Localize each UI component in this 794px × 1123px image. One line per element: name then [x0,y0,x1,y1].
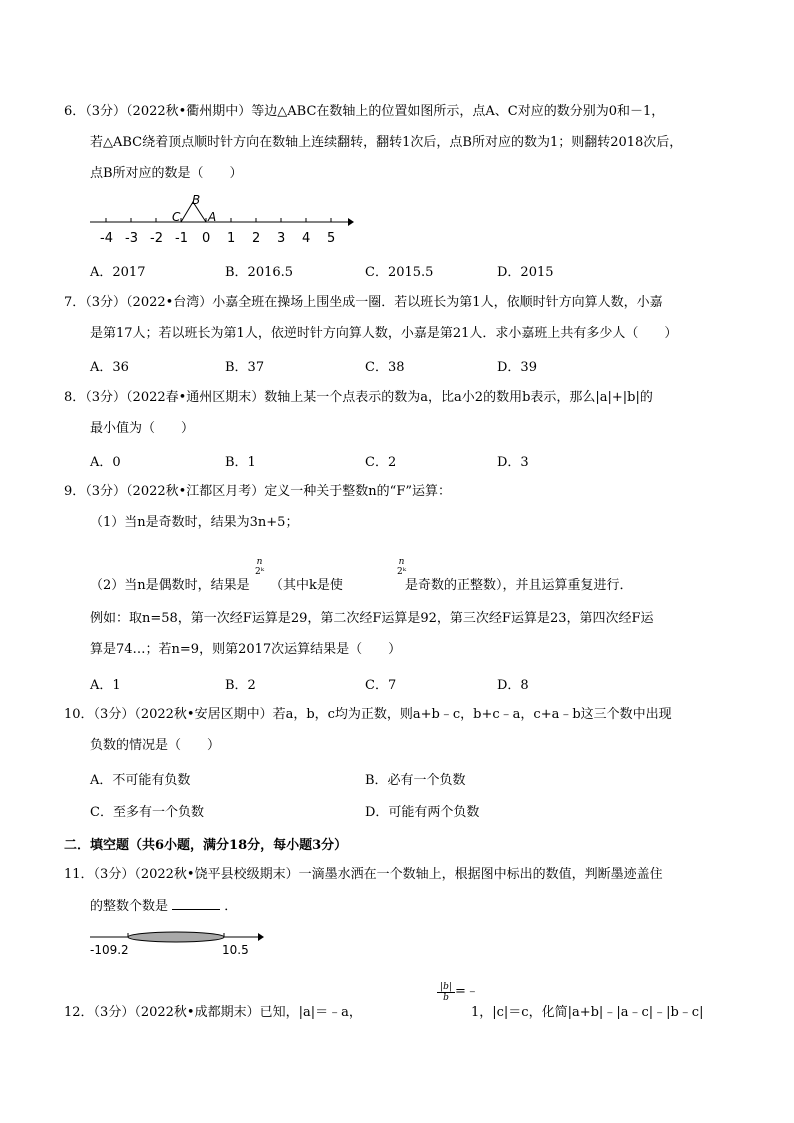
q9-line3c: 是奇数的正整数），并且运算重复进行． [405,578,633,593]
q12-fraction-equals: =﹣ [455,984,479,999]
q10-line2: 负数的情况是（ ） [90,738,221,753]
q9-line1: 9．（3分）（2022秋•江都区月考）定义一种关于整数n的“F”运算： [64,484,451,499]
q9-line3a: （2）当n是偶数时，结果是 [90,578,250,593]
q11-line1: 11．（3分）（2022秋•饶平县校级期末）一滴墨水洒在一个数轴上，根据图中标出的数值，判断墨迹盖住 [64,867,663,882]
q11-line2-end: ． [224,899,238,914]
q6-option-b[interactable]: B．2016.5 [225,265,294,280]
vertex-c-label: C [172,210,181,224]
q6-line2: 若△ABC绕着顶点顺时针方向在数轴上连续翻转，翻转1次后，点B所对应的数为1；则翻转2018次后， [90,135,683,150]
q12-fraction [437,982,455,1003]
q12-text-a: 12．（3分）（2022秋•成都期末）已知，|a|＝﹣a， [64,1005,362,1020]
q6-line1: 6．（3分）（2022秋•衢州期中）等边△ABC在数轴上的位置如图所示，点A、C对应的数分别为0和－1， [64,104,665,119]
q9-line5: 算是74…；若n=9，则第2017次运算结果是（ ） [90,642,402,657]
vertex-b-label: B [192,193,201,207]
fraction-denominator: 2ᵏ [397,567,407,577]
q9-line3b: （其中k是使 [270,578,343,593]
q8-option-c[interactable]: C．2 [365,455,397,470]
q7-option-d[interactable]: D．39 [497,360,537,375]
q9-line4: 例如：取n=58，第一次经F运算是29，第二次经F运算是92，第三次经F运算是23，第四次经F运 [90,611,654,626]
section-heading-fill-in: 二．填空题（共6小题，满分18分，每小题3分） [64,838,348,853]
q8-option-d[interactable]: D．3 [497,455,529,470]
tick-label: -3 [125,231,138,246]
tick-label: 5 [327,231,336,246]
q10-options-row1 [90,769,730,787]
tick-label: 3 [277,231,286,246]
q8-line1: 8．（3分）（2022春•通州区期末）数轴上某一个点表示的数为a，比a小2的数用b表示，那么|a|+|b|的 [64,390,653,405]
fraction-numerator: n [256,557,263,567]
q7-option-a[interactable]: A．36 [90,360,129,375]
fraction-denominator: b [443,993,449,1003]
q9-option-d[interactable]: D．8 [497,678,529,693]
q6-line3: 点B所对应的数是（ ） [90,166,243,181]
q6-options [90,261,730,279]
tick-label: 0 [202,231,211,246]
q6-option-d[interactable]: D．2015 [497,265,554,280]
q10-option-a[interactable]: A．不可能有负数 [90,773,191,788]
q8-option-b[interactable]: B．1 [225,455,256,470]
q9-line2: （1）当n是奇数时，结果为3n+5； [90,515,299,530]
q7-option-b[interactable]: B．37 [225,360,265,375]
fraction-numerator: |b| [437,982,455,993]
axis-arrow-icon [348,218,354,226]
q10-options-row2 [90,801,730,819]
tick-label: 2 [252,231,261,246]
axis-arrow-icon [258,933,264,941]
q8-option-a[interactable]: A．0 [90,455,121,470]
ink-blot [128,932,224,942]
vertex-a-label: A [208,210,217,224]
q9-option-b[interactable]: B．2 [225,678,256,693]
tick-label: -4 [100,231,113,246]
tick-label: -1 [175,231,188,246]
q6-option-a[interactable]: A．2017 [90,265,146,280]
q6-number-line-figure [86,192,356,250]
q7-line1: 7．（3分）（2022•台湾）小嘉全班在操场上围坐成一圈．若以班长为第1人，依顺时针方向算人数，小嘉 [64,295,663,310]
q10-option-c[interactable]: C．至多有一个负数 [90,805,204,820]
q6-option-c[interactable]: C．2015.5 [365,265,434,280]
q7-options [90,356,730,374]
q12-text-b: 1，|c|＝c，化简|a+b|﹣|a﹣c|﹣|b﹣c| [471,1005,704,1020]
q11-ink-number-line-figure [86,926,266,958]
q10-line1: 10．（3分）（2022秋•安居区期中）若a，b，c均为正数，则a+b﹣c，b+c﹣a，c+a﹣b这三个数中出现 [64,707,672,722]
q7-line2: 是第17人；若以班长为第1人，依逆时针方向算人数，小嘉是第21人．求小嘉班上共有多少人（ ） [90,326,678,341]
q10-option-d[interactable]: D．可能有两个负数 [365,805,480,820]
fraction-numerator: n [398,557,405,567]
q9-options [90,674,730,692]
fraction-denominator: 2ᵏ [255,567,265,577]
q9-fraction-1 [255,557,264,577]
tick-label: -2 [150,231,163,246]
q8-options [90,451,730,469]
q9-fraction-2 [397,557,406,577]
tick-label: 4 [302,231,311,246]
tick-labels [100,231,335,246]
q8-line2: 最小值为（ ） [90,421,195,436]
q11-line2 [90,897,237,916]
q10-option-b[interactable]: B．必有一个负数 [365,773,466,788]
axis-ticks [106,218,331,222]
right-endpoint-label: 10.5 [222,943,249,957]
q9-option-c[interactable]: C．7 [365,678,397,693]
q11-line2-text: 的整数个数是 [90,899,169,914]
tick-label: 1 [227,231,236,246]
q11-answer-blank[interactable] [172,897,220,910]
q9-option-a[interactable]: A．1 [90,678,121,693]
q7-option-c[interactable]: C．38 [365,360,405,375]
left-endpoint-label: -109.2 [90,943,129,957]
